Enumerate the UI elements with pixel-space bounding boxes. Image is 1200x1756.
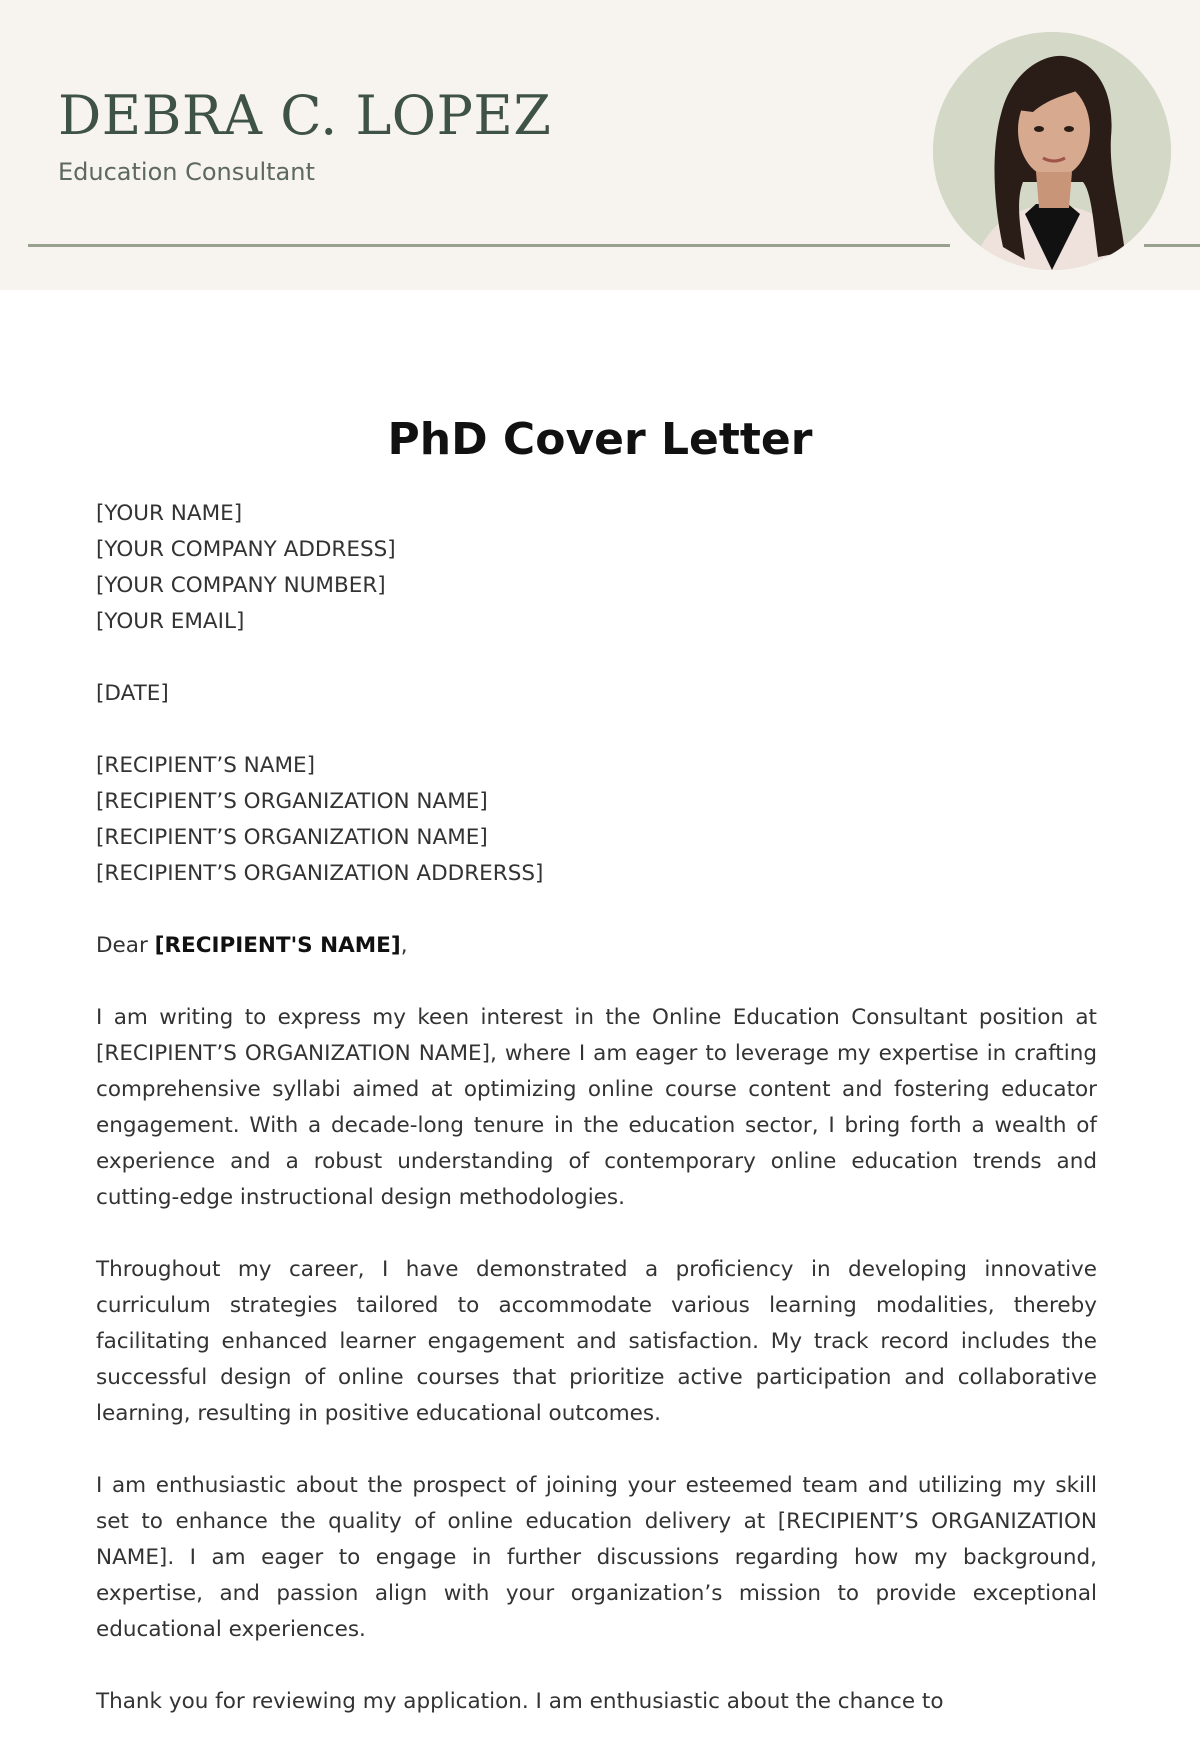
recipient-organization: [RECIPIENT’S ORGANIZATION NAME] <box>96 825 488 850</box>
sender-name: [YOUR NAME] <box>96 501 243 526</box>
sender-number: [YOUR COMPANY NUMBER] <box>96 573 386 598</box>
spacer <box>96 640 1097 676</box>
recipient-organization: [RECIPIENT’S ORGANIZATION NAME] <box>96 789 488 814</box>
body-paragraph: I am enthusiastic about the prospect of joining your esteemed team and utilizing my skill set to enhance the quality of online education delivery at [RECIPIENT’S ORGANIZATION NAME]. I am eager to engage in further discussions regarding how my background, expertise, and passion align with your organization’s mission to provide exceptional educational experiences. <box>96 1473 1097 1642</box>
document-title: PhD Cover Letter <box>387 414 813 465</box>
header-banner <box>0 0 1200 290</box>
person-job-title: Education Consultant <box>58 158 315 186</box>
profile-photo <box>933 32 1171 270</box>
person-name: DEBRA C. LOPEZ <box>58 84 552 147</box>
sender-address: [YOUR COMPANY ADDRESS] <box>96 537 396 562</box>
recipient-name: [RECIPIENT’S NAME] <box>96 753 315 778</box>
body-paragraph: I am writing to express my keen interest in the Online Education Consultant position at [RECIPIENT’S ORGANIZATION NAME], where I am eager to leverage my expertise in crafting comprehensive syllabi aimed at optimizing online course content and fostering educator engagement. With a decade-long tenure in the education sector, I bring forth a wealth of experience and a robust understanding of contemporary online education trends and cutting-edge instructional design methodologies. <box>96 1005 1097 1210</box>
body-paragraph: Thank you for reviewing my application. I am enthusiastic about the chance to <box>96 1689 944 1714</box>
sender-block <box>96 496 1097 640</box>
recipient-address: [RECIPIENT’S ORGANIZATION ADDRERSS] <box>96 861 544 886</box>
salutation-suffix: , <box>400 933 408 958</box>
salutation <box>96 928 1097 964</box>
salutation-name: [RECIPIENT'S NAME] <box>154 933 401 958</box>
recipient-block <box>96 748 1097 892</box>
letter-date: [DATE] <box>96 681 169 706</box>
letter-body <box>96 496 1097 1756</box>
sender-email: [YOUR EMAIL] <box>96 609 245 634</box>
body-paragraph: Throughout my career, I have demonstrated a proficiency in developing innovative curriculum strategies tailored to accommodate various learning modalities, thereby facilitating enhanced learner engagement and satisfaction. My track record includes the successful design of online courses that prioritize active participation and collaborative learning, resulting in positive educational outcomes. <box>96 1257 1097 1426</box>
spacer <box>96 892 1097 928</box>
portrait-illustration <box>933 32 1171 270</box>
spacer <box>96 964 1097 1000</box>
spacer <box>96 712 1097 748</box>
header-divider-right <box>1144 244 1200 247</box>
salutation-prefix: Dear <box>96 933 155 958</box>
header-divider-left <box>28 244 950 247</box>
